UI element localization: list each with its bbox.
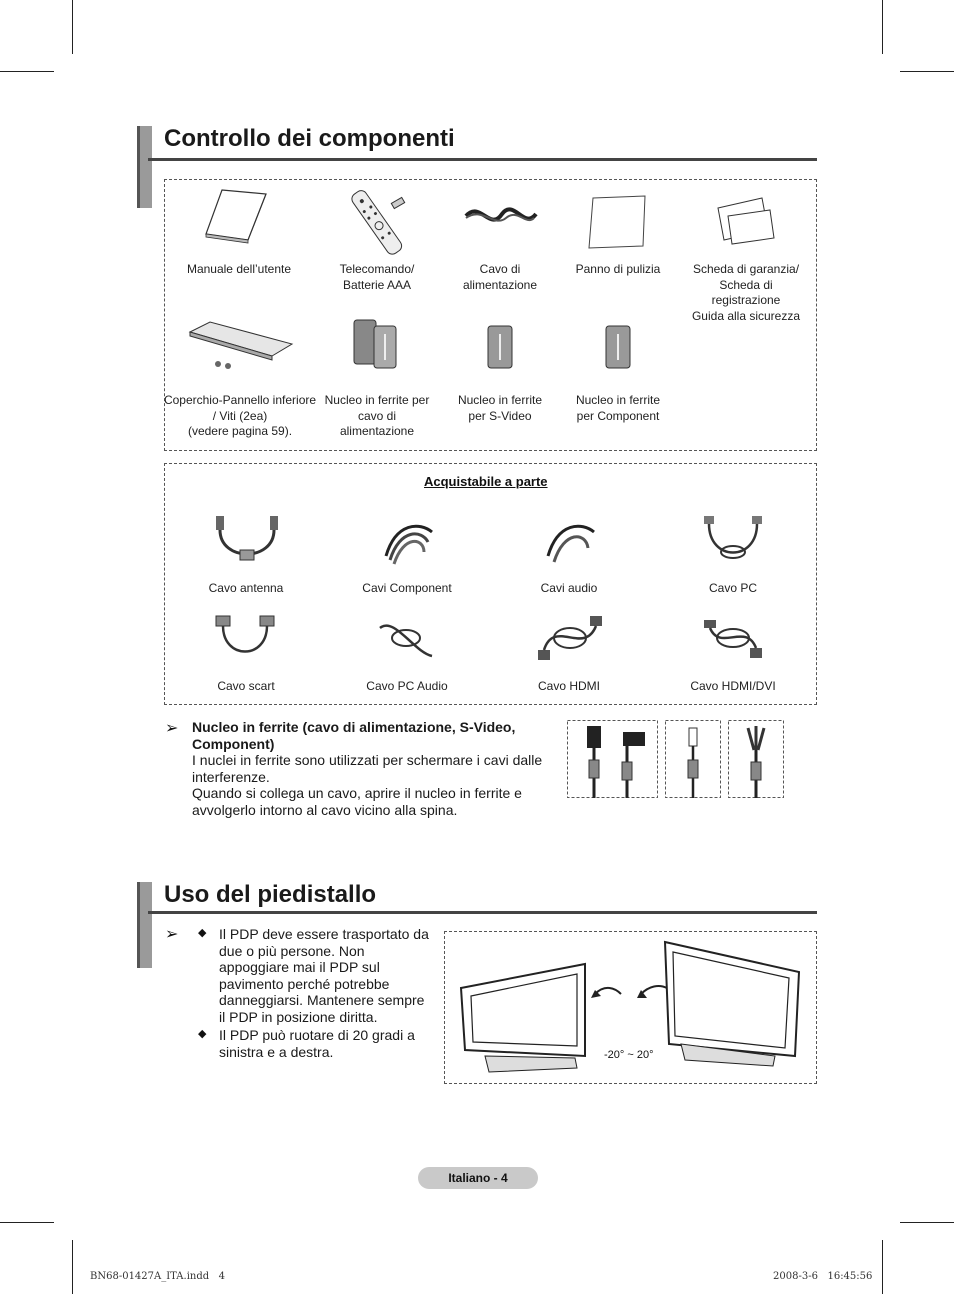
hdmi-dvi-cable-icon — [700, 612, 766, 664]
power-cord-icon — [460, 196, 540, 236]
cards-icon — [712, 196, 776, 246]
item-label: Panno di pulizia — [575, 262, 661, 276]
component-cable-icon — [376, 512, 440, 568]
optional-label: Cavi audio — [540, 581, 598, 595]
section-marker — [137, 882, 152, 968]
optional-label: Cavo scart — [217, 679, 275, 693]
antenna-cable-icon — [212, 512, 282, 568]
ferrite-large-icon — [350, 316, 406, 370]
ferrite-note-title: Nucleo in ferrite (cavo di alimentazione, S-Video, Component) — [192, 719, 516, 752]
rotation-label: -20° ~ 20° — [604, 1049, 654, 1061]
item-label: Coperchio-Pannello inferiore / Viti (2ea) (vedere pagina 59). — [163, 393, 317, 438]
crop-mark — [882, 1240, 883, 1294]
ferrite-icon — [486, 324, 514, 370]
optional-label: Cavo HDMI — [537, 679, 600, 693]
section-rule — [148, 911, 817, 914]
manual-icon — [202, 186, 272, 246]
pc-audio-cable-icon — [374, 612, 438, 664]
remote-icon — [342, 186, 412, 256]
audio-cable-icon — [538, 512, 602, 568]
item-label: Scheda di garanzia/ Scheda di registrazione Guida alla sicurezza — [691, 262, 801, 323]
item-label: Nucleo in ferrite per Component — [575, 393, 661, 423]
optional-label: Cavo PC Audio — [366, 679, 448, 693]
crop-mark — [882, 0, 883, 54]
section-title: Uso del piedistallo — [164, 881, 377, 908]
bullet-diamond-icon: ◆ — [198, 1028, 207, 1040]
crop-mark — [72, 0, 73, 54]
note-arrow-icon: ➢ — [165, 926, 179, 943]
stand-bullet: Il PDP può ruotare di 20 gradi a sinistra e a destra. — [219, 1027, 415, 1060]
ferrite-svideo-illustration — [665, 720, 721, 798]
item-label: Telecomando/ Batterie AAA — [339, 262, 415, 292]
slug-date: 2008-3-6 16:45:56 — [773, 1271, 873, 1282]
ferrite-component-illustration — [728, 720, 784, 798]
cloth-icon — [587, 194, 649, 250]
item-label: Nucleo in ferrite per cavo di alimentazione — [324, 393, 430, 438]
hdmi-cable-icon — [534, 612, 606, 664]
optional-label: Cavi Component — [362, 581, 452, 595]
crop-mark — [900, 71, 954, 72]
crop-mark — [0, 1222, 54, 1223]
section-marker — [137, 126, 152, 208]
ferrite-power-illustration — [567, 720, 658, 798]
section-title: Controllo dei componenti — [164, 125, 455, 152]
ferrite-icon — [604, 324, 632, 370]
item-label: Cavo di alimentazione — [462, 262, 538, 292]
optional-label: Cavo HDMI/DVI — [690, 679, 776, 693]
stand-bullet: Il PDP deve essere trasportato da due o più persone. Non appoggiare mai il PDP sul pavimento perché potrebbe danneggiarsi. Mantenere sempre il PDP in posizione diritta. — [219, 926, 429, 1025]
item-label: Nucleo in ferrite per S-Video — [457, 393, 543, 423]
optional-label: Cavo antenna — [208, 581, 284, 595]
scart-cable-icon — [212, 612, 278, 664]
section-rule — [148, 158, 817, 161]
crop-mark — [900, 1222, 954, 1223]
note-arrow-icon: ➢ — [165, 720, 179, 737]
slug-file: BN68-01427A_ITA.indd 4 — [90, 1271, 226, 1282]
crop-mark — [72, 1240, 73, 1294]
item-label: Manuale dell’utente — [186, 262, 292, 276]
optional-heading: Acquistabile a parte — [424, 474, 548, 489]
cover-icon — [186, 320, 296, 372]
ferrite-note-body: I nuclei in ferrite sono utilizzati per schermare i cavi dalle interferenze. Quando si collega un cavo, aprire il nucleo in ferrite e avvolgerlo intorno al cavo vicino alla spina. — [192, 752, 543, 818]
crop-mark — [0, 71, 54, 72]
page-number: Italiano - 4 — [418, 1167, 538, 1189]
bullet-diamond-icon: ◆ — [198, 927, 207, 939]
optional-label: Cavo PC — [708, 581, 758, 595]
pc-cable-icon — [700, 512, 766, 568]
